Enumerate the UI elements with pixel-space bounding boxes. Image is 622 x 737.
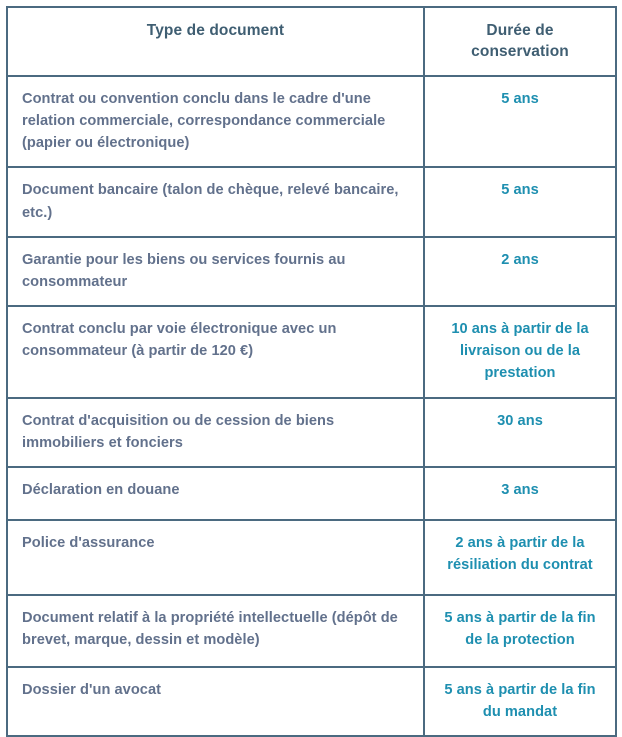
table-row (7, 306, 616, 398)
cell-document-type: Police d'assurance (7, 520, 424, 595)
table-row (7, 76, 616, 168)
table-row (7, 667, 616, 736)
document-retention-table-page (0, 6, 622, 721)
cell-retention-duration: 10 ans à partir de la livraison ou de la prestation (424, 306, 616, 398)
table-row (7, 520, 616, 595)
cell-retention-duration: 2 ans à partir de la résiliation du contrat (424, 520, 616, 595)
cell-retention-duration: 5 ans (424, 76, 616, 168)
table-row (7, 167, 616, 236)
cell-retention-duration: 5 ans (424, 167, 616, 236)
cell-document-type: Dossier d'un avocat (7, 667, 424, 736)
cell-retention-duration: 5 ans à partir de la fin de la protection (424, 595, 616, 667)
cell-retention-duration: 3 ans (424, 467, 616, 520)
cell-document-type: Contrat ou convention conclu dans le cadre d'une relation commerciale, correspondance commerciale (papier ou électronique) (7, 76, 424, 168)
cell-retention-duration: 2 ans (424, 237, 616, 306)
table-header-row (7, 7, 616, 76)
table-row (7, 467, 616, 520)
document-retention-table (6, 6, 617, 737)
cell-document-type: Déclaration en douane (7, 467, 424, 520)
cell-document-type: Garantie pour les biens ou services fournis au consommateur (7, 237, 424, 306)
cell-document-type: Contrat d'acquisition ou de cession de biens immobiliers et fonciers (7, 398, 424, 467)
cell-document-type: Document relatif à la propriété intellectuelle (dépôt de brevet, marque, dessin et modèle) (7, 595, 424, 667)
cell-document-type: Document bancaire (talon de chèque, relevé bancaire, etc.) (7, 167, 424, 236)
column-header-duree-de-conservation: Durée de conservation (424, 7, 616, 76)
cell-document-type: Contrat conclu par voie électronique avec un consommateur (à partir de 120 €) (7, 306, 424, 398)
table-header (7, 7, 616, 76)
cell-retention-duration: 5 ans à partir de la fin du mandat (424, 667, 616, 736)
cell-retention-duration: 30 ans (424, 398, 616, 467)
table-row (7, 398, 616, 467)
table-body (7, 76, 616, 736)
table-row (7, 237, 616, 306)
column-header-type-de-document: Type de document (7, 7, 424, 76)
table-row (7, 595, 616, 667)
